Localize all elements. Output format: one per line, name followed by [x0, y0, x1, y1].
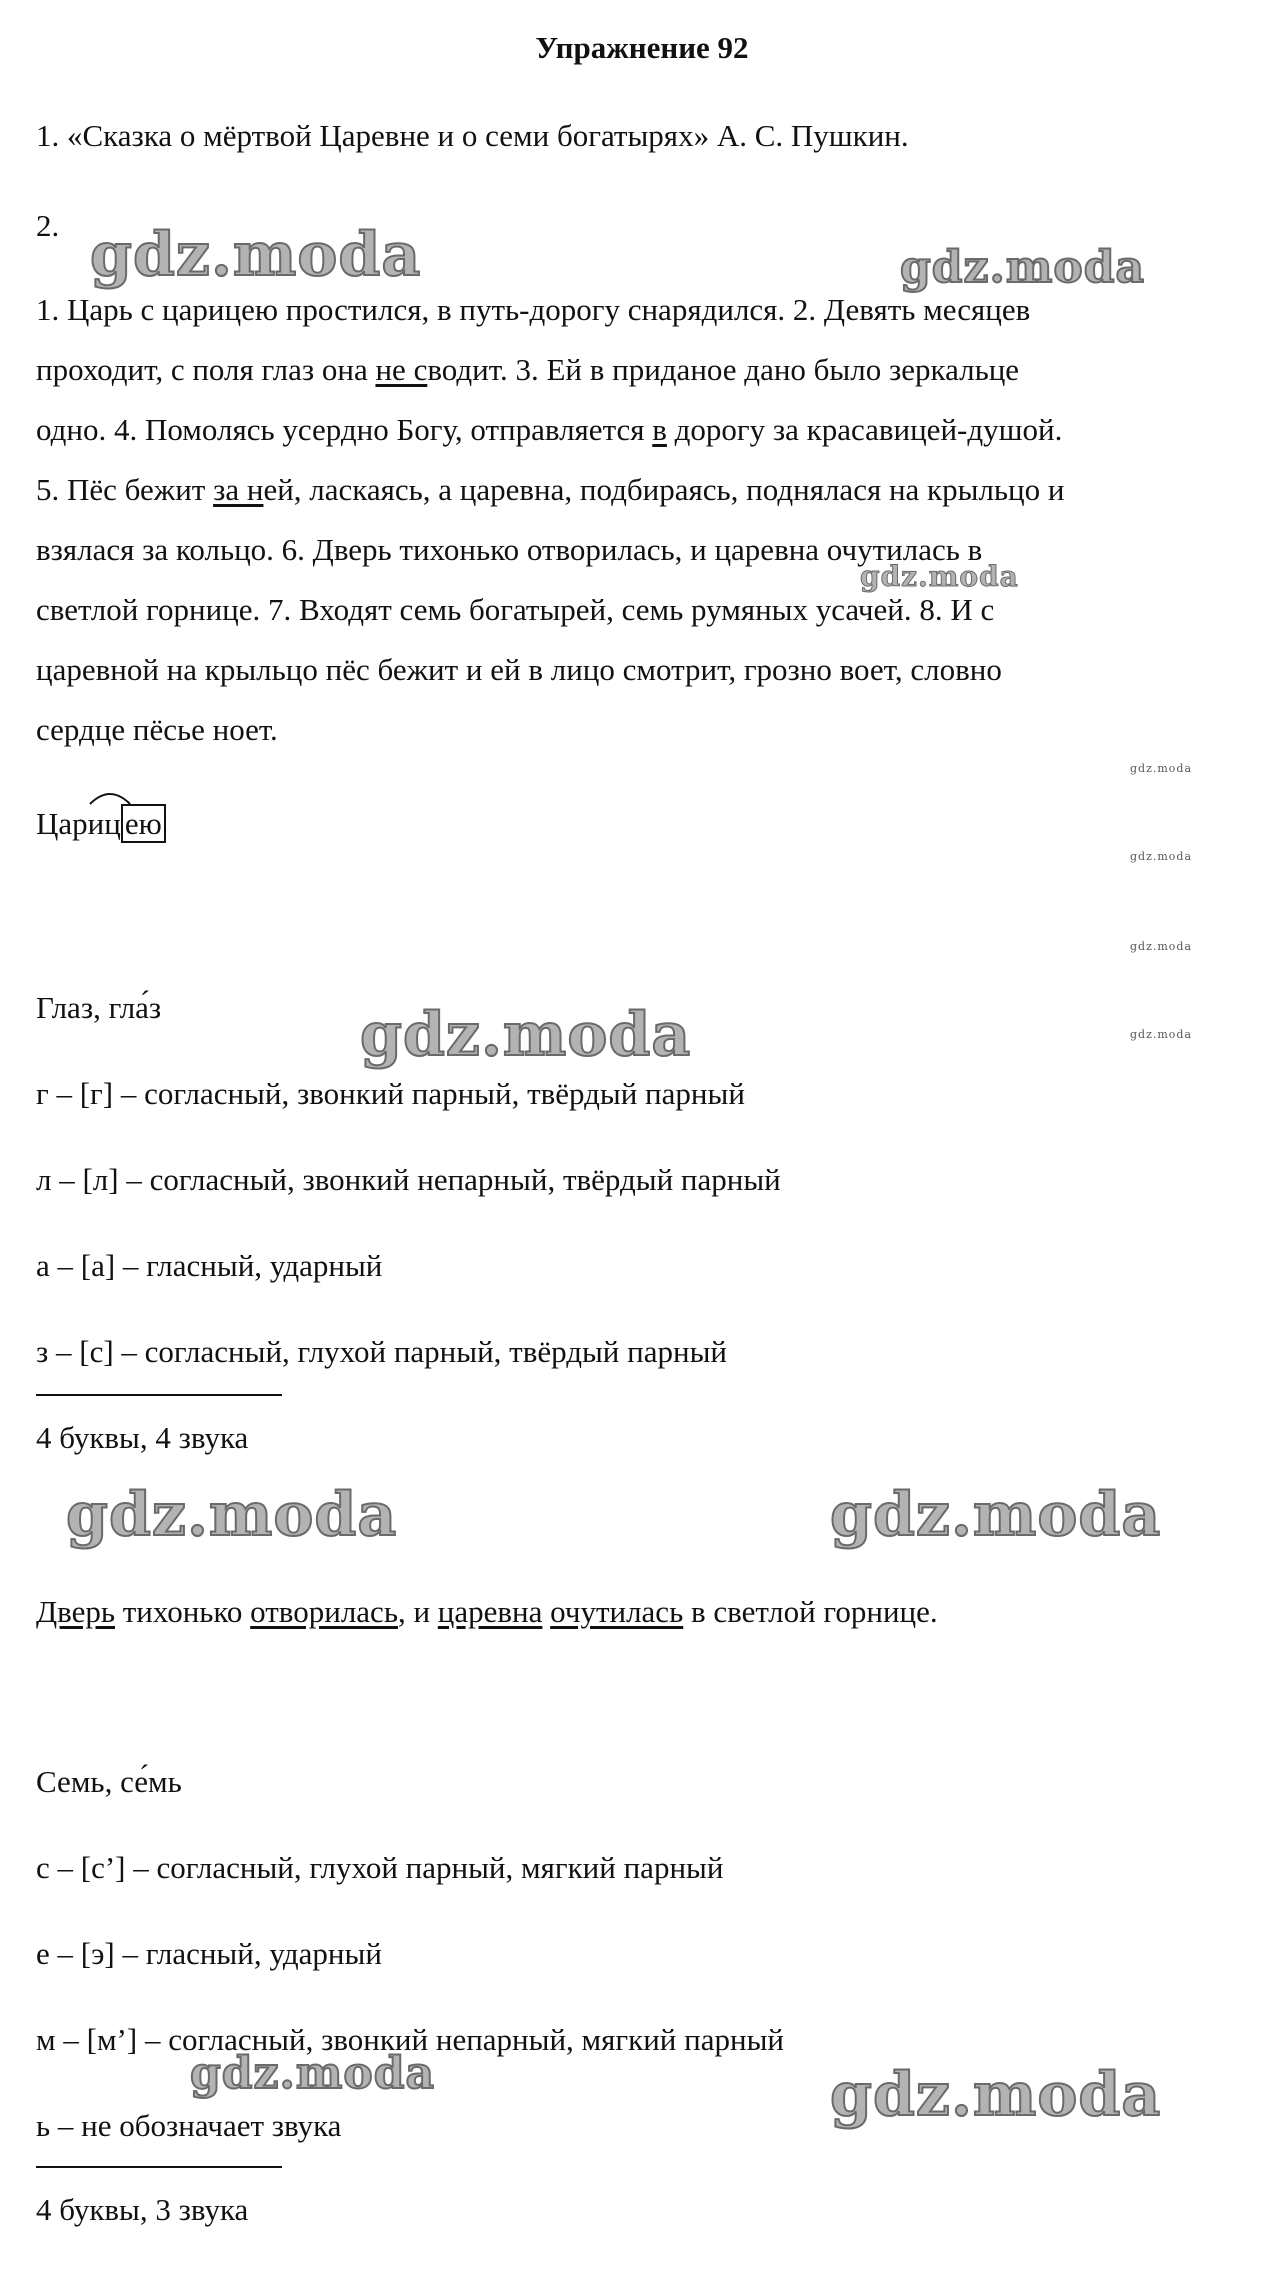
morpheme-parse [36, 806, 166, 842]
text-fragment: , и [397, 1594, 438, 1629]
underlined-fragment: отворилась [250, 1594, 398, 1629]
watermark: gdz.moda [1130, 1028, 1193, 1041]
text-fragment: тихонько [115, 1594, 251, 1629]
sem-letter: е – [э] – гласный, ударный [36, 1936, 382, 1971]
word-ending: ею [121, 804, 166, 843]
watermark: gdz.moda [90, 220, 422, 290]
text-fragment: ей, ласкаясь, а царевна, подбираясь, поднялася на крыльцо и [263, 472, 1065, 507]
summary-divider [36, 1394, 282, 1396]
text-fragment: в светлой горнице. [683, 1594, 938, 1629]
sem-summary: 4 буквы, 3 звука [36, 2192, 249, 2227]
parsed-sentence [36, 1594, 938, 1630]
sem-letter: с – [с’] – согласный, глухой парный, мягкий парный [36, 1850, 724, 1885]
watermark: gdz.moda [1130, 762, 1193, 775]
paragraph-line [36, 412, 1062, 448]
underlined-fragment: очутилась [550, 1594, 684, 1629]
underlined-fragment: в [652, 412, 667, 447]
sem-letter: м – [м’] – согласный, звонкий непарный, мягкий парный [36, 2022, 784, 2057]
word-prefix-part: Цар [36, 806, 88, 841]
underlined-fragment: Дверь [36, 1594, 115, 1629]
sem-heading: Семь, се́мь [36, 1764, 182, 1799]
text-fragment: 1. Царь с царицею простился, в путь-дорогу снарядился. 2. Девять месяцев [36, 292, 1031, 327]
item-2-label: 2. [36, 208, 60, 243]
glaz-letter: л – [л] – согласный, звонкий непарный, твёрдый парный [36, 1162, 781, 1197]
word-root: иц [88, 806, 121, 842]
root-arc-icon [88, 788, 132, 806]
text-fragment: одно. 4. Помолясь усердно Богу, отправляется [36, 412, 653, 447]
underlined-fragment: не с [375, 352, 428, 387]
glaz-letter: г – [г] – согласный, звонкий парный, твёрдый парный [36, 1076, 745, 1111]
glaz-letter: з – [с] – согласный, глухой парный, твёрдый парный [36, 1334, 728, 1369]
text-fragment: сердце пёсье ноет. [36, 712, 278, 747]
paragraph-line [36, 532, 982, 568]
item-1: 1. «Сказка о мёртвой Царевне и о семи богатырях» А. С. Пушкин. [36, 118, 909, 153]
watermark: gdz.moda [190, 2048, 436, 2099]
sem-letter: ь – не обозначает звука [36, 2108, 342, 2143]
text-fragment: взялася за кольцо. 6. Дверь тихонько отворилась, и царевна очутилась в [36, 532, 983, 567]
paragraph-line [36, 352, 1019, 388]
text-fragment: светлой горнице. 7. Входят семь богатырей, семь румяных усачей. 8. И с [36, 592, 995, 627]
watermark: gdz.moda [1130, 850, 1193, 863]
watermark: gdz.moda [900, 242, 1146, 293]
text-fragment: дорогу за красавицей-душой. [666, 412, 1063, 447]
paragraph-line [36, 652, 1002, 688]
watermark: gdz.moda [830, 2060, 1162, 2130]
watermark: gdz.moda [830, 1480, 1162, 1550]
text-fragment: царевной на крыльцо пёс бежит и ей в лицо смотрит, грозно воет, словно [36, 652, 1002, 687]
watermark: gdz.moda [1130, 940, 1193, 953]
paragraph-line [36, 472, 1065, 508]
watermark: gdz.moda [860, 560, 1019, 593]
glaz-letter: а – [а] – гласный, ударный [36, 1248, 383, 1283]
paragraph-line [36, 712, 278, 748]
watermark: gdz.moda [66, 1480, 398, 1550]
glaz-heading: Глаз, гла́з [36, 990, 162, 1025]
glaz-summary: 4 буквы, 4 звука [36, 1420, 249, 1455]
summary-divider [36, 2166, 282, 2168]
text-fragment: проходит, с поля глаз она [36, 352, 376, 387]
exercise-title: Упражнение 92 [535, 30, 749, 65]
underlined-fragment: царевна [437, 1594, 543, 1629]
watermark: gdz.moda [360, 1000, 692, 1070]
text-fragment: 5. Пёс бежит [36, 472, 214, 507]
paragraph-line [36, 292, 1030, 328]
underlined-fragment: за н [213, 472, 264, 507]
paragraph-line [36, 592, 994, 628]
text-fragment [542, 1594, 550, 1629]
text-fragment: водит. 3. Ей в приданое дано было зеркальце [427, 352, 1020, 387]
